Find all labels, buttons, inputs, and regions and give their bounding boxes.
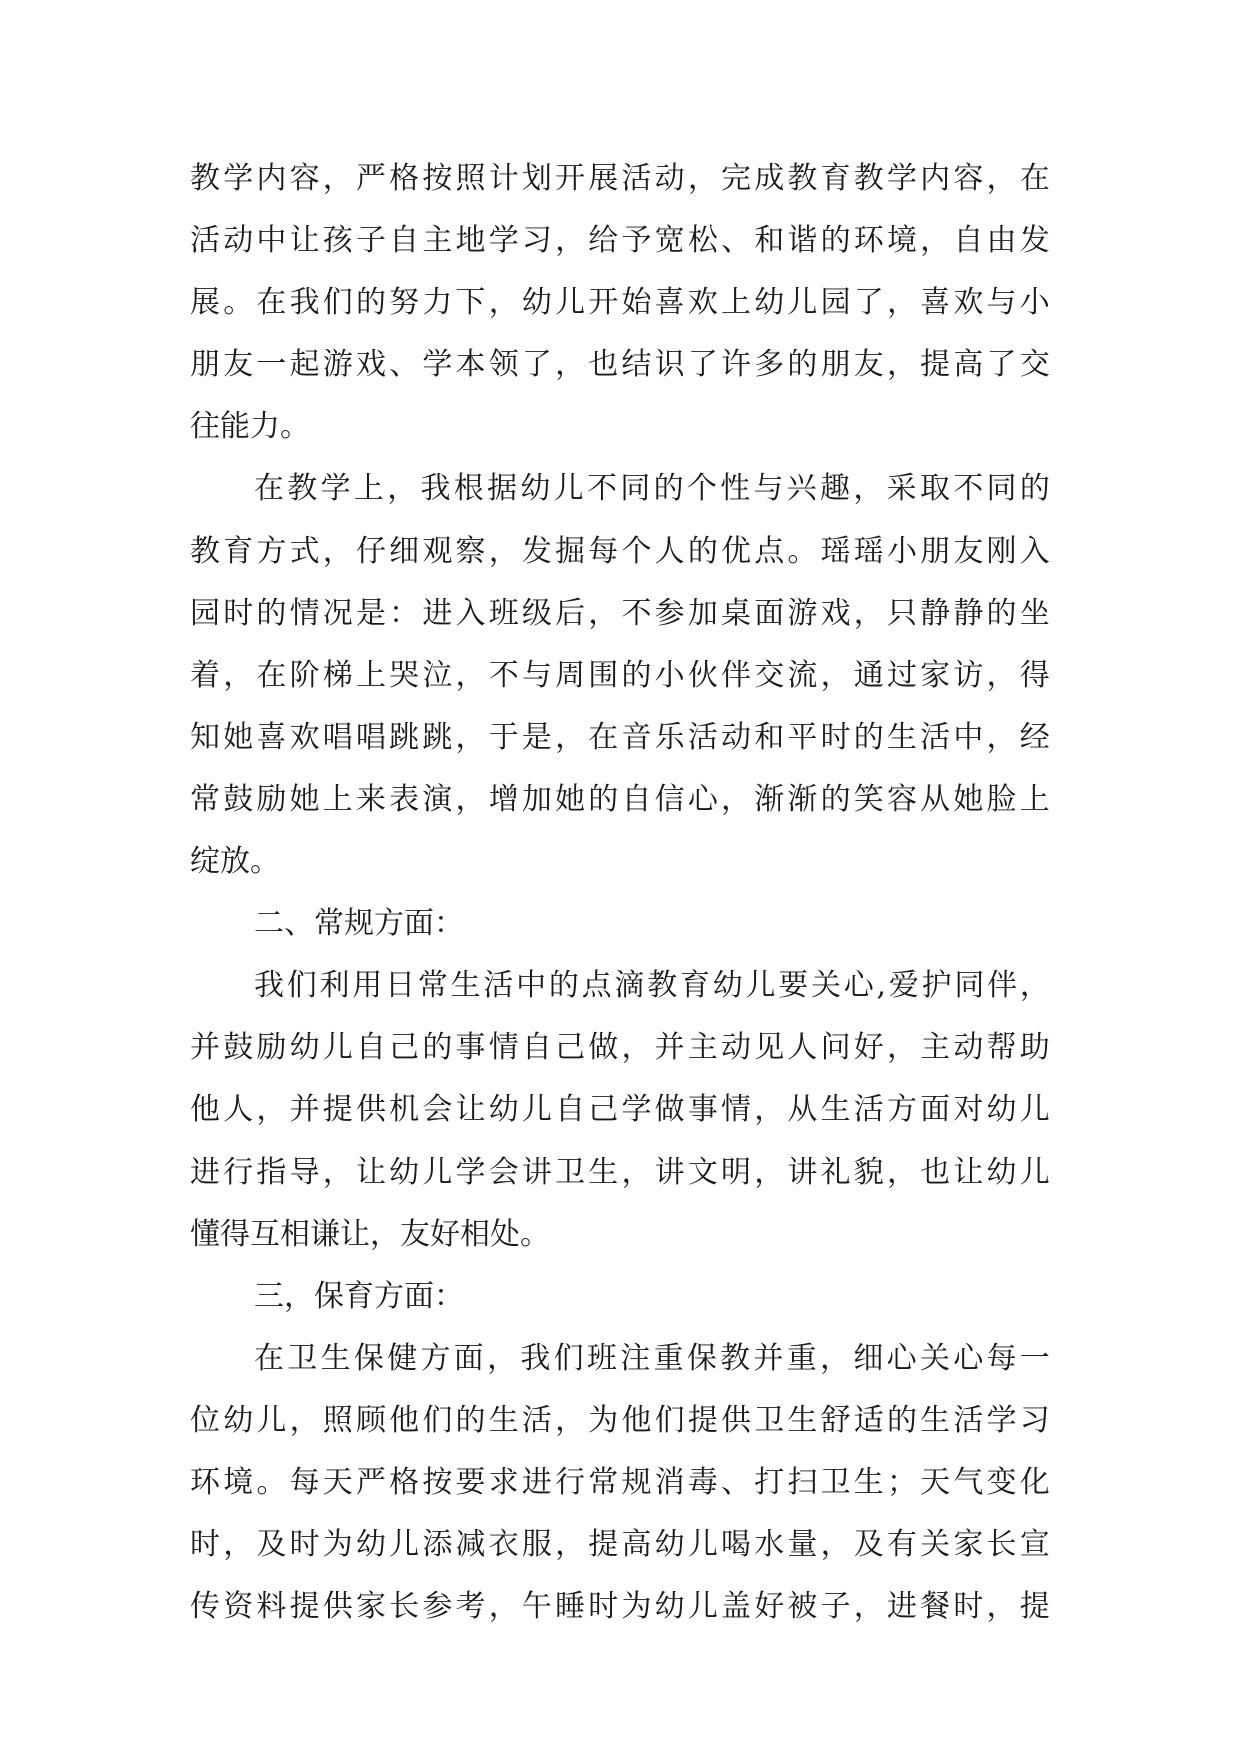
text-line: 知 她 喜 欢 唱 唱 跳 跳 ， 于 是 ， 在 音 乐 活 动 和 平 时 的 生 活 中 ， 经 <box>190 719 1050 755</box>
section-heading: 二、常规方面： <box>254 906 464 942</box>
text-line: 环 境 。 每 天 严 格 按 要 求 进 行 常 规 消 毒 、 打 扫 卫 生 ； 天 气 变 化 <box>190 1464 1050 1500</box>
document-body <box>190 148 1050 1638</box>
section-heading: 三，保育方面： <box>254 1278 464 1314</box>
text-line: 我 们 利 用 日 常 生 活 中 的 点 滴 教 育 幼 儿 要 关 心 , 爱 护 同 伴 ， <box>254 968 1050 1004</box>
text-line: 教 育 方 式 ， 仔 细 观 察 ， 发 掘 每 个 人 的 优 点 。 瑶 瑶 小 朋 友 刚 入 <box>190 533 1050 569</box>
text-line: 展 。 在 我 们 的 努 力 下 ， 幼 儿 开 始 喜 欢 上 幼 儿 园 了 ， 喜 欢 与 小 <box>190 285 1050 321</box>
text-line: 活 动 中 让 孩 子 自 主 地 学 习 ， 给 予 宽 松 、 和 谐 的 环 境 ， 自 由 发 <box>190 223 1050 259</box>
text-line: 绽放。 <box>190 844 280 880</box>
text-line: 在 卫 生 保 健 方 面 ， 我 们 班 注 重 保 教 并 重 ， 细 心 关 心 每 一 <box>254 1340 1050 1376</box>
text-line: 教 学 内 容 ， 严 格 按 照 计 划 开 展 活 动 ， 完 成 教 育 教 学 内 容 ， 在 <box>190 161 1050 196</box>
text-line: 位 幼 儿 ， 照 顾 他 们 的 生 活 ， 为 他 们 提 供 卫 生 舒 适 的 生 活 学 习 <box>190 1402 1050 1438</box>
text-line: 传 资 料 提 供 家 长 参 考 ， 午 睡 时 为 幼 儿 盖 好 被 子 ， 进 餐 时 ， 提 <box>190 1589 1050 1625</box>
text-line: 往能力。 <box>190 409 310 445</box>
text-line: 他 人 ， 并 提 供 机 会 让 幼 儿 自 己 学 做 事 情 ， 从 生 活 方 面 对 幼 儿 <box>190 1092 1050 1128</box>
text-line: 着 ， 在 阶 梯 上 哭 泣 ， 不 与 周 围 的 小 伙 伴 交 流 ， 通 过 家 访 ， 得 <box>190 657 1050 693</box>
text-line: 懂得互相谦让，友好相处。 <box>190 1216 550 1252</box>
text-line: 园 时 的 情 况 是 ： 进 入 班 级 后 ， 不 参 加 桌 面 游 戏 ， 只 静 静 的 坐 <box>190 595 1050 631</box>
text-line: 在 教 学 上 ， 我 根 据 幼 儿 不 同 的 个 性 与 兴 趣 ， 采 取 不 同 的 <box>254 471 1050 507</box>
text-line: 时 ， 及 时 为 幼 儿 添 减 衣 服 ， 提 高 幼 儿 喝 水 量 ， 及 有 关 家 长 宣 <box>190 1527 1050 1563</box>
text-line: 朋 友 一 起 游 戏 、 学 本 领 了 ， 也 结 识 了 许 多 的 朋 友 ， 提 高 了 交 <box>190 347 1050 383</box>
text-line: 常 鼓 励 她 上 来 表 演 ， 增 加 她 的 自 信 心 ， 渐 渐 的 笑 容 从 她 脸 上 <box>190 781 1050 817</box>
text-line: 进 行 指 导 ， 让 幼 儿 学 会 讲 卫 生 ， 讲 文 明 ， 讲 礼 貌 ， 也 让 幼 儿 <box>190 1154 1050 1190</box>
text-line: 并 鼓 励 幼 儿 自 己 的 事 情 自 己 做 ， 并 主 动 见 人 问 好 ， 主 动 帮 助 <box>190 1030 1050 1066</box>
